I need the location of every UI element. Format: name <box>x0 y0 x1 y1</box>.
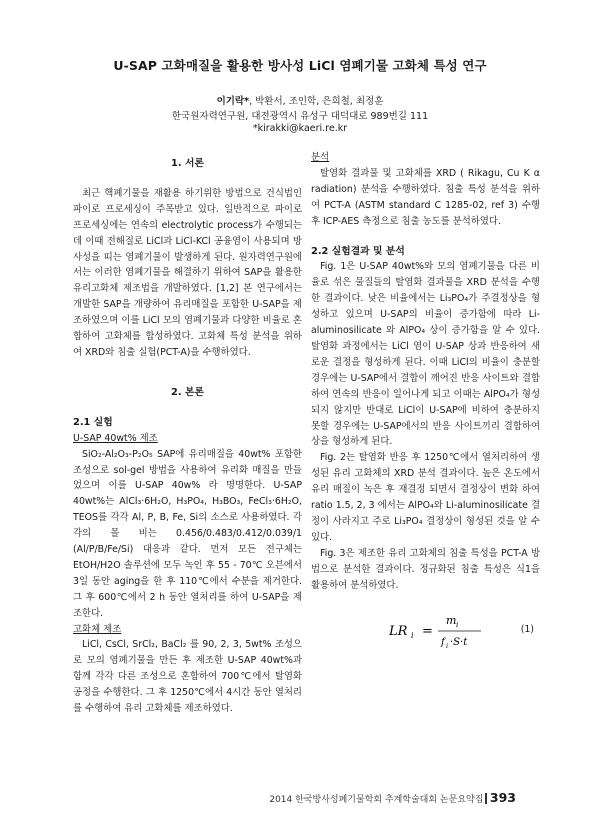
equation-formula <box>389 605 499 655</box>
lead-author: 이기락 <box>216 96 245 107</box>
analysis-paragraph: 탈염화 결과물 및 고화체를 XRD ( Rikagu, Cu K α radiation) 분석을 수행하였다. 침출 특성 분석을 위하여 PCT-A (ASTM standard C 1285-02, ref 3) 수행 후 ICP-AES 측정으로 침출 농도를 분석하였다. <box>311 167 540 227</box>
eq-denominator: f <box>441 637 445 649</box>
eq-lhs-subscript: i <box>411 631 414 641</box>
results-paragraph-fig3: Fig. 3은 제조한 유리 고화체의 침출 특성을 PCT-A 방법으로 분석한 결과이다. 정규화된 침출 특성은 식1을 활용하여 분석하였다. <box>311 547 540 591</box>
page-footer <box>269 790 516 805</box>
eq-lhs: LR <box>389 624 408 640</box>
subsection-experiment-heading: 2.1 실험 <box>73 416 113 428</box>
subsection-results-heading: 2.2 실험결과 및 분석 <box>311 245 405 257</box>
usap-paragraph-start: SiO <box>82 448 98 460</box>
waste-form-paragraph: LiCl, CsCl, SrCl₂, BaCl₂ 를 90, 2, 3, 5wt% 조성으로 모의 염폐기물을 만든 후 제조한 U-SAP 40wt%과 함께 각각 다른 조성으로 혼합하여 700℃에서 탈염화 공정을 수행한다. 그 후 1250℃에서 4시간 동안 열처리를 수행하여 유리 고화체를 제조하였다. <box>73 639 302 715</box>
left-column <box>73 150 302 717</box>
equation-number: (1) <box>520 624 534 636</box>
footer-divider <box>485 793 487 804</box>
proceedings-name: 2014 한국방사성폐기물학회 추계학술대회 논문요약집 <box>269 795 484 805</box>
corresponding-mark: * <box>244 96 250 107</box>
section-introduction-heading: 1. 서론 <box>171 158 204 169</box>
eq-denominator-rest: ·S·t <box>450 637 468 649</box>
affiliation: 한국원자력연구원, 대전광역시 유성구 대덕대로 989번길 111 <box>171 111 429 122</box>
eq-denominator-subscript: i <box>446 642 449 651</box>
section-body-heading: 2. 본론 <box>171 386 204 398</box>
results-paragraph-fig2: Fig. 2는 탈염화 반응 후 1250℃에서 열처리하여 생성된 유리 고화체의 XRD 분석 결과이다. 높은 온도에서 유리 매질이 녹은 후 재결정 되면서 결정상이 변화 하여 ratio 1.5, 2, 3 에서는 AlPO₄와 Li-aluminosilicate 결정이 사라지고 주로 Li₃PO₄ 결정상이 형성된 것을 알 수 있다. <box>311 452 540 543</box>
co-authors: , 박환서, 조인학, 은희철, 최정훈 <box>249 96 384 107</box>
usap-preparation-subheading: U-SAP 40wt% 제조 <box>73 432 158 444</box>
eq-equals: = <box>422 624 433 640</box>
corresponding-email: *kirakki@kaeri.re.kr <box>252 123 348 134</box>
waste-form-subheading: 고화체 제조 <box>73 623 122 635</box>
equation-1 <box>311 605 540 655</box>
results-paragraph-fig1: Fig. 1은 U-SAP 40wt%와 모의 염폐기물을 다른 비율로 섞은 물질들의 탈염화 결과물을 XRD 분석을 수행한 결과이다. 낮은 비율에서는 Li₃PO₄가 주결정상을 형성하고 있으며 U-SAP의 비율이 증가함에 따라 Li-aluminosilicate 와 AlPO₄ 상이 증가함을 알 수 있다. 탈염화 과정에서는 LiCl 염이 U-SAP 상과 반응하여 새로운 결정을 형성하게 된다. 이때 LiCl의 비율이 충분할 경우에는 U-SAP에서 결합이 깨어진 반응 사이트와 결합하여 연속의 반응이 일어나게 되고 이때는 AlPO₄가 형성되지 않지만 반대로 LiCl이 U-SAP에 비하여 충분하지 못할 경우에는 U-SAP에서의 반응 사이트끼리 결합하여 상을 형성하게 된다. <box>311 261 540 448</box>
author-list <box>0 93 600 107</box>
eq-numerator: m <box>446 614 457 628</box>
analysis-subheading: 분석 <box>311 152 330 163</box>
page-number: 393 <box>489 790 516 805</box>
right-column <box>311 150 540 655</box>
usap-paragraph-rest: ₂-Al₂O₃-P₂O₅ SAP에 유리매질을 40wt% 포함한 조성으로 sol-gel 방법을 사용하여 유리화 매질을 만들었으며 이를 U-SAP 40w% 라 명명한다. U-SAP 40wt%는 AlCl₃·6H₂O, H₃PO₄, H₃BO₃, FeCl₃·6H₂O, TEOS를 각각 Al, P, B, Fe, Si의 소스로 사용하였다. 각각의 몰 비는 0.456/0.483/0.412/0.039/1 (Al/P/B/Fe/Si) 대응과 같다. 먼저 모든 전구체는 EtOH/H2O 솔루션에 모두 녹인 후 55 - 70℃ 오븐에서 3일 동안 aging을 한 후 110℃에서 수분을 제거한다. 그 후 600℃에서 2 h 동안 열처리를 하여 U-SAP을 제조한다. <box>73 448 302 619</box>
paper-title: U-SAP 고화매질을 활용한 방사성 LiCl 염폐기물 고화체 특성 연구 <box>113 58 487 73</box>
introduction-paragraph: 최근 핵폐기물을 재활용 하기위한 방법으로 건식법인 파이로 프로세싱이 주목받고 있다. 일반적으로 파이로 프로세싱에는 연속의 electrolytic process가 수행되는데 이때 전해질로 LiCl과 LiCl-KCl 공융염이 사용되며 방사성을 띠는 염폐기물이 발생하게 된다. 원자력연구원에서는 이러한 염폐기물을 해결하기 위하여 SAP을 활용한 유리고화체 제조법을 개발하였다. [1,2] 본 연구에서는 개발한 SAP을 개량하여 유리매질을 포함한 U-SAP을 제조하였으며 이를 LiCl 모의 염폐기물과 다양한 비율로 혼합하여 고화체를 합성하였다. 고화체 특성 분석을 위하여 XRD와 침출 실험(PCT-A)을 수행하였다. <box>73 187 302 358</box>
eq-numerator-subscript: i <box>456 621 459 630</box>
usap-preparation-paragraph <box>73 447 302 622</box>
